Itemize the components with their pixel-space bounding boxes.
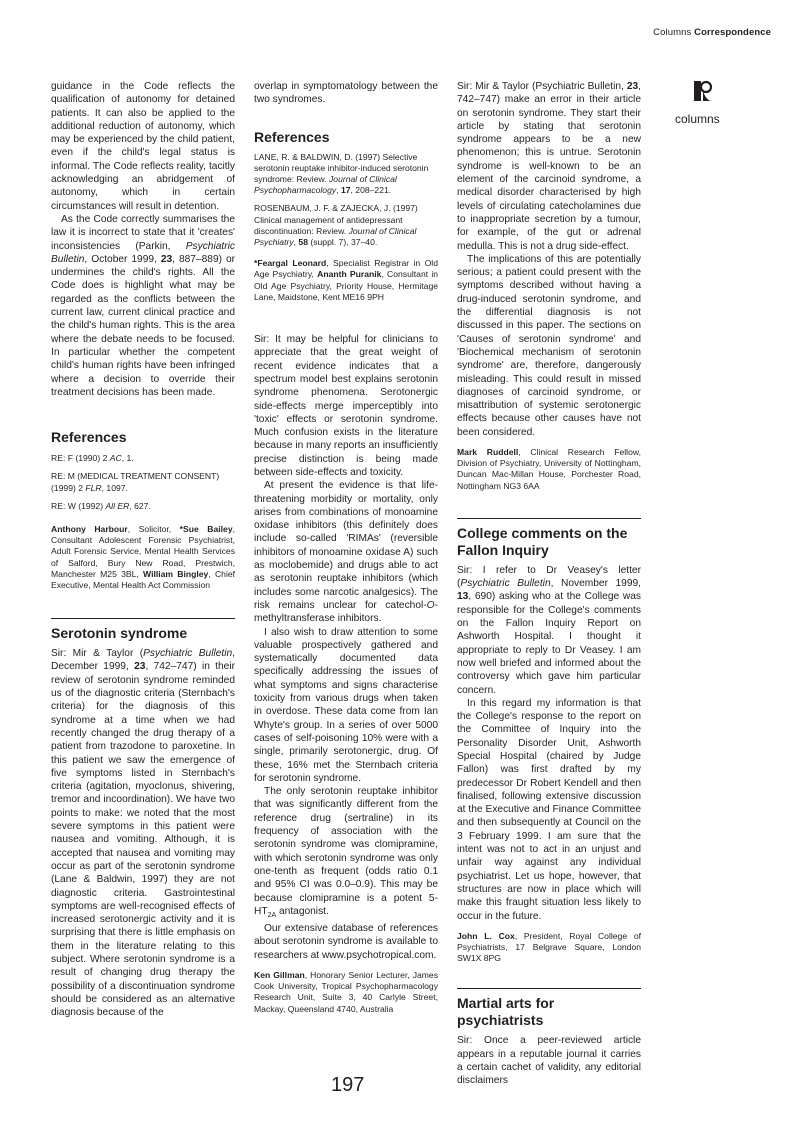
reference-item: ROSENBAUM, J. F. & ZAJECKA, J. (1997) Clinical management of antidepressant discontinuation: Review. Journal of Clinical Psychiatry, 58 (suppl. 7), 37–40. [254,203,418,248]
author-affiliation: Ken Gillman, Honorary Senior Lecturer, James Cook University, Tropical Psychopharmacology Research Unit, Suite 3, 40 Carlyle Street, Mackay, Queensland 4740, Australia [254,970,439,1014]
columns-logo-icon [689,78,715,104]
paragraph: The implications of this are potentially serious; a patient could present with the symptoms described without having a drug-induced serotonin syndrome, and the differential diagnosis is not discussed in this paper. The sections on 'Causes of serotonin syndrome' and 'Biochemical mechanism of serotonin syndrome' are, therefore, dangerously misleading. This could result in missed diagnoses of carcinoid syndrome, or misattribution of systemic serotonergic effects because other causes have not been considered. [457,253,641,438]
paragraph: The only serotonin reuptake inhibitor that was significantly different from the reference drug (sertraline) in its frequency of association with the serotonin syndrome was clomipramine, with which serotonin syndrome was only one-tenth as frequent (odds ratio 0.1 and 95% CI was 0.0–0.9). This may be because clomipramine is a potent $5-HT_{2A}$ antagonist. [254,786,438,919]
header-section: Columns [653,27,692,38]
section-heading: Martial arts for psychiatrists [457,988,641,1029]
reference-item: RE: W (1992) All ER, 627. [51,500,151,511]
author-affiliation: John L. Cox, President, Royal College of Psychiatrists, 17 Belgrave Square, London SW1X 8PG [457,930,641,964]
reference-item: RE: M (MEDICAL TREATMENT CONSENT) (1999) 2 FLR, 1097. [51,471,220,493]
column-1 [51,80,235,1019]
section-heading: References [51,429,127,446]
header-title: Correspondence [694,27,771,38]
running-header [653,27,771,38]
paragraph: Sir: Once a peer-reviewed article appears in a reputable journal it carries a certain cachet of validity, any editorial disclaimers [457,1035,641,1087]
paragraph: guidance in the Code reflects the qualification of autonomy for detained patients. It can also be applied to the additional reduction of autonomy, which may be experienced by the child patient, even if the child's legal status is informal. The Code reflects reality, tacitly acknowledging an abridgement of autonomy, which in certain circumstances will result in detention. [51,81,235,212]
paragraph: Sir: Mir & Taylor (Psychiatric Bulletin, 23, 742–747) make an error in their article on serotonin syndrome. They start their article by stating that serotonin syndrome appears to be a new phenomenon; this is untrue. Serotonin syndrome is well-known to be an element of the carcinoid syndrome, a medical disorder characterised by high levels of circulating catecholamines due to inappropriate secretion by a tumour, for example, of the gut or adrenal medulla. This is not a drug side-effect. [457,81,641,252]
paragraph: At present the evidence is that life-threatening morbidity or mortality, only arises from combinations of monoamine oxidase inhibitors (this definitely does include so-called 'RIMAs' (reversible inhibitors of monoamine oxidase A) such as moclobemide) and drugs able to act as serotonin reuptake inhibitors (which includes some narcotic analgesics). The risk remains unclear for catechol-O-methyltransferase inhibitors. [254,480,438,625]
author-affiliation: Mark Ruddell, Clinical Research Fellow, Division of Psychiatry, University of Nottingham, Duncan Mac-Millan House, Porchester Road, Nottingham NG3 6AA [457,447,641,491]
paragraph: overlap in symptomatology between the two syndromes. [254,81,438,106]
paragraph: In this regard my information is that the College's response to the report on the Committee of Inquiry into the Personality Disorder Unit, Ashworth Special Hospital (chaired by Judge Fallon) was first drafted by my predecessor Dr Robert Kendell and then finalised, following extensive discussion at the Executive and Finance Committee and then subsequently at Council on the 3 February 1999. I am sure that the intent was not to act in an unjust and unfair way against any individual psychiatrist. Let us hope, however, that structures are now in place which will make this fraught situation less likely to occur in the future. [457,697,641,922]
paragraph: Our extensive database of references about serotonin syndrome is available to researchers at www.psychotropical.com. [254,923,438,961]
paragraph: Sir: It may be helpful for clinicians to appreciate that the great weight of recent evidence indicates that a spectrum model best explains serotonin syndrome phenomena. Serotonergic side-effects merge imperceptibly into 'toxic' effects or serotonin syndrome. Much confusion exists in the literature because in many reports an insufficiently precise distinction is being made between side-effects and toxicity. [254,334,438,478]
paragraph: Sir: Mir & Taylor (Psychiatric Bulletin, December 1999, 23, 742–747) in their review of serotonin syndrome reminded us of the diagnostic criteria (Sternbach's criteria) for the diagnosis of this syndrome at a time when we had recently changed the drug therapy of a patient from trazodone to paroxetine. In this patient we saw the emergence of five symptoms listed in Sternbach's criteria (agitation, myoclonus, shivering, tremor and incoordination). We have two points to make: we noted that the most severe symptoms in this patient were nausea and vomiting. Although, it is accepted that nausea and vomiting may occur as part of the serotonin syndrome (Lane & Baldwin, 1997) they are not diagnostic criteria. Gastrointestinal symptoms are well-recognised effects of increased serotonergic activity and it is surprising that there is little emphasis on them in the literature relating to this subject. Where serotonin syndrome is a result of changing drug therapy the possibility of a discontinuation syndrome should be considered as an alternative diagnosis because of the [51,648,235,1019]
section-heading: College comments on the Fallon Inquiry [457,518,641,559]
reference-list [51,453,235,512]
page-number: 197 [331,1074,365,1096]
reference-item: RE: F (1990) 2 AC, 1. [51,453,134,464]
paragraph: As the Code correctly summarises the law it is incorrect to state that it 'creates' inconsistencies (Parkin, Psychiatric Bulletin, October 1999, 23, 887–889) or undermines the child's rights. All the Code does is highlight what may be regarded as the conflicts between the current law, current clinical practice and the child's human rights. This is the area where the debate needs to be focused. In particular whether the competent child's human rights have been infringed where a decision to override their treatment decisions has been made. [51,213,235,398]
author-affiliation: *Feargal Leonard, Specialist Registrar in Old Age Psychiatry, Ananth Puranik, Consultant in Old Age Psychiatry, Priority House, Hermitage Lane, Maidstone, Kent ME16 9PH [254,258,439,302]
reference-list [254,152,438,249]
column-2 [254,80,438,1015]
reference-item: LANE, R. & BALDWIN, D. (1997) Selective serotonin reuptake inhibitor-induced serotonin syndrome: Review. Journal of Clinical Psychopharmacology, 17, 208–221. [254,151,429,196]
sidebar-columns-label: columns [675,112,720,126]
paragraph: Sir: I refer to Dr Veasey's letter (Psychiatric Bulletin, November 1999, 13, 690) asking who at the College was responsible for the College's comments on the Fallon Inquiry Report on Ashworth Hospital. I thought it appropriate to reply to Dr Veasey. I am now well briefed and informed about the controversy which gave him particular concern. [457,564,641,696]
author-affiliation: Anthony Harbour, Solicitor, *Sue Bailey, Consultant Adolescent Forensic Psychiatrist, Adult Forensic Service, Mental Health Services of Salford, Bury New Road, Prestwich, Manchester M25 3BL, William Bingley, Chief Executive, Mental Health Act Commission [51,523,236,590]
section-heading: References [254,128,330,145]
section-heading: Serotonin syndrome [51,618,235,642]
column-3 [457,80,641,1088]
paragraph: I also wish to draw attention to some valuable prospectively gathered and systematically documented data specifically addressing the issues of what symptoms and signs characterise toxicity from various drugs when taken in overdose. These data come from Ian Whyte's group. In a series of over 5000 cases of self-poisoning 10% were with a single, primarily serotonergic, drug. Of these, 16% met the Sternbach criteria for serotonin syndrome. [254,626,438,784]
